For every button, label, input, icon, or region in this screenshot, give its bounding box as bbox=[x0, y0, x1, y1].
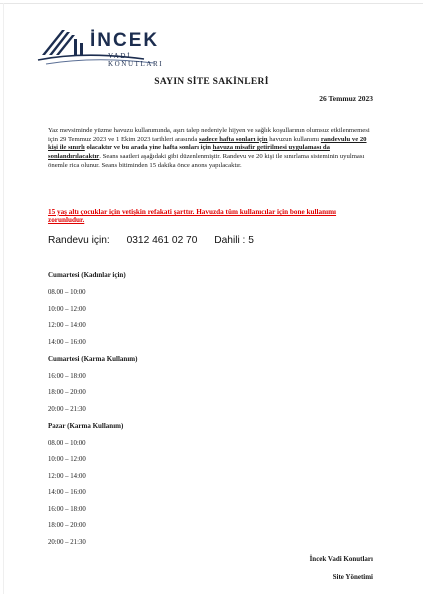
notice-title: SAYIN SİTE SAKİNLERİ bbox=[154, 77, 269, 87]
footer-organization: İncek Vadi Konutları bbox=[309, 555, 373, 563]
paragraph-emphasis: olacaktır ve bu arada yine hafta sonları için bbox=[84, 144, 213, 152]
schedule-section-title: Pazar (Karma Kullanım) bbox=[48, 422, 124, 430]
schedule-slot: 20:00 – 21:30 bbox=[48, 406, 86, 413]
contact-phone: 0312 461 02 70 bbox=[126, 235, 198, 246]
schedule-section-title: Cumartesi (Karma Kullanım) bbox=[48, 355, 138, 363]
schedule-slot: 18:00 – 20:00 bbox=[48, 522, 86, 529]
incek-logo bbox=[34, 27, 184, 67]
schedule-slot: 10:00 – 12:00 bbox=[48, 306, 86, 313]
contact-extension: Dahili : 5 bbox=[214, 235, 254, 246]
page-left-edge bbox=[3, 3, 4, 594]
notice-date: 26 Temmuz 2023 bbox=[319, 94, 373, 103]
contact-label: Randevu için: bbox=[48, 235, 110, 246]
warning-text: 15 yaş altı çocuklar için vetişkin refakati şarttır. Havuzda tüm kullanıcılar için bone kullanımı zorunludur. bbox=[48, 208, 337, 225]
schedule-slot: 18:00 – 20:00 bbox=[48, 389, 86, 396]
paragraph-emphasis: havuza misafir getirilmesi uygulaması da sonlandırılacaktır bbox=[48, 144, 330, 161]
logo-wordmark: İNCEK bbox=[90, 30, 160, 51]
schedule-slot: 14:00 – 16:00 bbox=[48, 339, 86, 346]
paragraph-emphasis: randevulu ve 20 kişi ile sınırlı bbox=[48, 135, 367, 152]
logo-subtitle: VADİ KONUTLARI bbox=[108, 52, 164, 68]
notice-paragraph bbox=[48, 127, 373, 171]
paragraph-text: Yaz mevsiminde yüzme havuzu kullanımında, aşırı talep nedeniyle hijyen ve sağlık koşullarının olumsuz etkilenmemesi için 29 Temmuz 2023 ve 1 Ekim 2023 tarihleri arasında bbox=[48, 127, 370, 143]
schedule-slot: 12:00 – 14:00 bbox=[48, 473, 86, 480]
schedule-section-title: Cumartesi (Kadınlar için) bbox=[48, 271, 126, 279]
footer-management: Site Yönetimi bbox=[332, 573, 373, 581]
schedule-slot: 14:00 – 16:00 bbox=[48, 489, 86, 496]
schedule-slot: 12:00 – 14:00 bbox=[48, 322, 86, 329]
paragraph-text: . Seans saatleri aşağıdaki gibi düzenlenmiştir. Randevu ve 20 kişi ile sınırlama sisteminin uyulması önemle rica olunur. Seans bitiminden 15 dakika önce anons yapılacaktır. bbox=[48, 153, 365, 169]
schedule-slot: 16:00 – 18:00 bbox=[48, 373, 86, 380]
schedule-slot: 10:00 – 12:00 bbox=[48, 456, 86, 463]
schedule-slot: 16:00 – 18:00 bbox=[48, 506, 86, 513]
schedule-slot: 08.00 – 10:00 bbox=[48, 440, 86, 447]
schedule-slot: 08.00 – 10:00 bbox=[48, 289, 86, 296]
page-top-edge bbox=[0, 3, 423, 4]
schedule-slot: 20:00 – 21:30 bbox=[48, 539, 86, 546]
paragraph-text: havuzun kullanımı bbox=[267, 135, 321, 143]
contact-line bbox=[48, 235, 254, 246]
paragraph-emphasis: sadece hafta sonları için bbox=[198, 135, 268, 143]
